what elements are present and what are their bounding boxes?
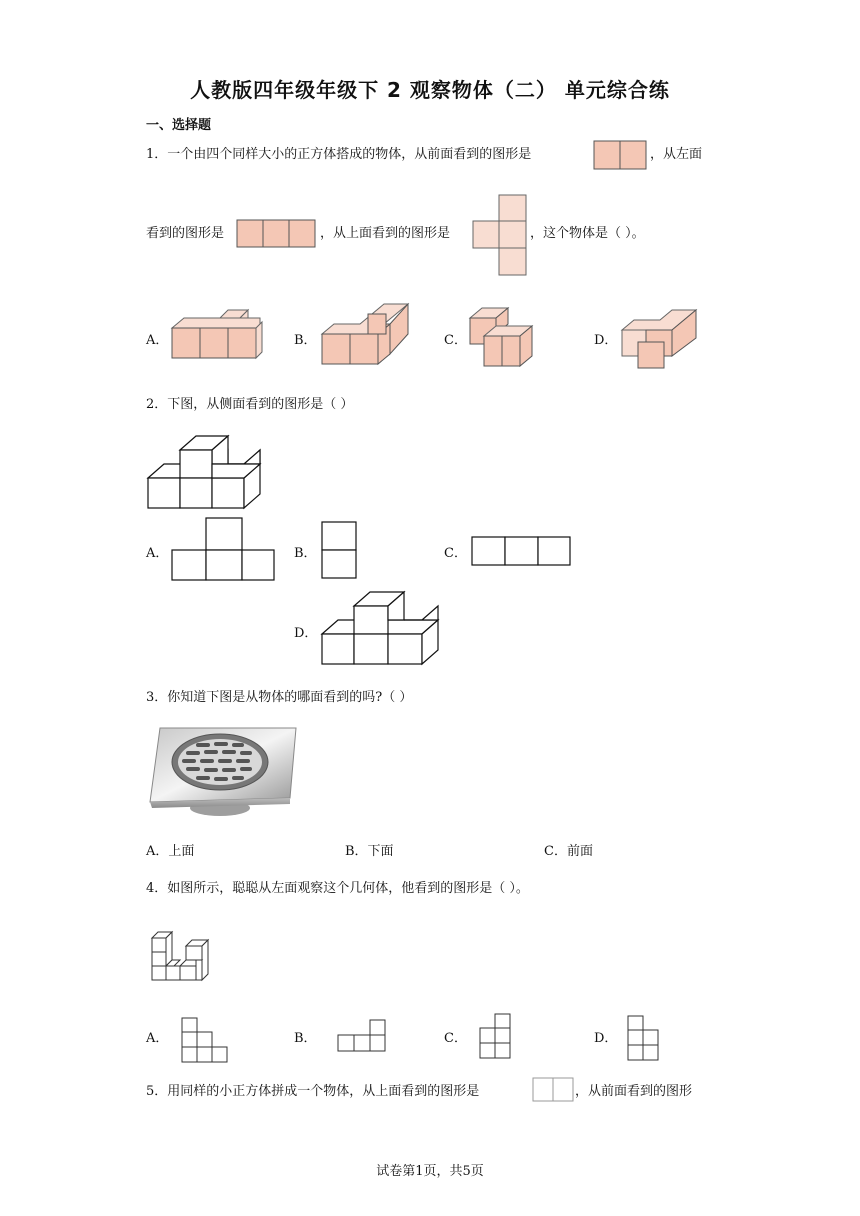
q1-option-a-label[interactable]: A． xyxy=(146,333,169,348)
q1-top-view-figure xyxy=(472,194,528,276)
q4-option-d-label[interactable]: D． xyxy=(594,1031,618,1046)
q3-floor-drain-figure xyxy=(148,726,298,818)
q2-option-c-figure[interactable] xyxy=(470,535,572,567)
q3-option-b[interactable]: B．下面 xyxy=(345,844,394,859)
q4-option-c-figure[interactable] xyxy=(478,1012,514,1060)
q1-line1-text: 1．一个由四个同样大小的正方体搭成的物体，从前面看到的图形是 xyxy=(146,147,532,162)
q4-option-d-figure[interactable] xyxy=(626,1014,662,1062)
q1-option-d-label[interactable]: D． xyxy=(594,333,618,348)
q5-top-view-figure xyxy=(532,1077,574,1103)
q2-option-b-figure[interactable] xyxy=(320,520,358,580)
q1-line2-tail: ，这个物体是（ ）。 xyxy=(530,226,645,241)
q1-line1-tail: ，从左面 xyxy=(650,147,703,162)
q3-option-c[interactable]: C．前面 xyxy=(544,844,593,859)
q1-option-d-figure[interactable] xyxy=(620,304,700,370)
q4-main-figure xyxy=(150,928,212,984)
page-footer: 试卷第1页，共5页 xyxy=(376,1164,484,1179)
q4-option-b-label[interactable]: B． xyxy=(294,1031,317,1046)
q1-option-a-figure[interactable] xyxy=(170,306,266,362)
q4-text: 4．如图所示，聪聪从左面观察这个几何体，他看到的图形是（ ）。 xyxy=(146,881,529,896)
q3-option-a[interactable]: A．上面 xyxy=(146,844,195,859)
q5-text-tail: ，从前面看到的图形 xyxy=(575,1084,693,1099)
q1-line2-text: 看到的图形是 xyxy=(146,226,225,241)
q5-text: 5．用同样的小正方体拼成一个物体，从上面看到的图形是 xyxy=(146,1084,480,1099)
section-heading: 一、选择题 xyxy=(146,118,212,133)
q4-option-b-figure[interactable] xyxy=(336,1018,388,1054)
q2-option-d-figure[interactable] xyxy=(320,592,440,666)
q1-front-view-figure xyxy=(593,140,647,170)
q2-option-b-label[interactable]: B． xyxy=(294,546,317,561)
q3-text: 3．你知道下图是从物体的哪面看到的吗?（ ） xyxy=(146,690,413,705)
q1-option-b-figure[interactable] xyxy=(320,302,412,368)
page-title: 人教版四年级年级下 2 观察物体（二） 单元综合练 xyxy=(190,78,670,102)
q1-option-c-label[interactable]: C． xyxy=(444,333,467,348)
q2-text: 2．下图，从侧面看到的图形是（ ） xyxy=(146,397,354,412)
q2-option-d-label[interactable]: D． xyxy=(294,626,318,641)
q1-option-c-figure[interactable] xyxy=(468,304,536,370)
q2-main-figure xyxy=(146,436,264,510)
q1-line2-mid: ，从上面看到的图形是 xyxy=(320,226,451,241)
q1-left-view-figure xyxy=(236,219,317,248)
q4-option-a-figure[interactable] xyxy=(180,1016,230,1064)
q4-option-c-label[interactable]: C． xyxy=(444,1031,467,1046)
q2-option-a-figure[interactable] xyxy=(170,516,276,582)
q4-option-a-label[interactable]: A． xyxy=(146,1031,169,1046)
q2-option-c-label[interactable]: C． xyxy=(444,546,467,561)
q2-option-a-label[interactable]: A． xyxy=(146,546,169,561)
q1-option-b-label[interactable]: B． xyxy=(294,333,317,348)
